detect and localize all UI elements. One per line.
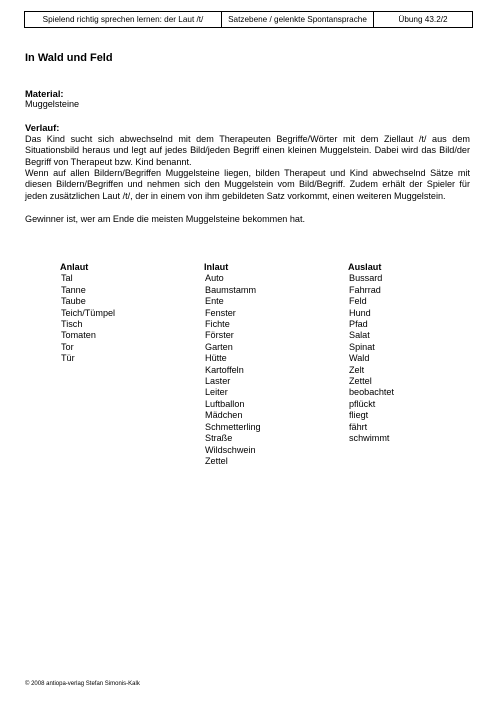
word-list-item: Feld [349,296,367,307]
word-list-item: Zelt [349,364,365,375]
word-list-item: fährt [349,421,368,432]
page-title: In Wald und Feld [25,52,113,64]
header-table [24,11,473,28]
word-list-item: Auto [205,273,224,284]
verlauf-paragraph-2: Wenn auf allen Bildern/Begriffen Muggelsteine liegen, bilden Therapeut und Kind abwechselnd Sätze mit diesen Bildern/Begriffen und nehmen sich den Muggelstein vom Bild/Begriff. Zudem erhält der Spieler für jeden zusätzlichen Laut /t/, der in einem von ihm gebildeten Satz vorkommt, einen weiteren Muggelstein. [25,168,470,201]
verlauf-paragraph-3: Gewinner ist, wer am Ende die meisten Muggelsteine bekommen hat. [25,214,306,224]
word-list-item: Leiter [205,387,228,398]
word-list-item: Straße [205,433,233,444]
word-list-item: Fichte [205,319,230,330]
word-column-inlaut [204,262,261,467]
word-list-item: Zettel [205,455,228,466]
word-list-item: Schmetterling [205,421,261,432]
word-list-item: Ente [205,296,224,307]
word-list-item: Wildschwein [205,444,256,455]
word-list-item: beobachtet [349,387,395,398]
word-list-item: Tisch [61,319,83,330]
column-heading: Inlaut [204,262,229,272]
copyright-footer: © 2008 antiopa-verlag Stefan Simonis-Kalk [25,681,140,687]
word-list-item: Zettel [349,376,372,387]
word-list-item: pflückt [349,398,376,409]
word-list-item: Teich/Tümpel [61,307,116,318]
header-exercise-number: Übung 43.2/2 [374,12,473,28]
word-list-item: Wald [349,353,370,364]
word-list-item: Fenster [205,307,236,318]
material-text: Muggelsteine [25,99,80,109]
word-list-item: Kartoffeln [205,364,244,375]
word-list-item: Hund [349,307,371,318]
verlauf-paragraph-1: Das Kind sucht sich abwechselnd mit dem Therapeuten Begriffe/Wörter mit dem Ziellaut /t/ aus dem Situationsbild heraus und legt auf jedes Bild/jeden Begriff einen kleinen Muggelstein. Dabei wird das Bild/der Begriff von Therapeut bzw. Kind benannt. [25,134,470,167]
word-list-item: Salat [349,330,370,341]
header-book-title: Spielend richtig sprechen lernen: der Laut /t/ [25,12,222,28]
word-list-item: Hütte [205,353,227,364]
word-list-item: Laster [205,376,231,387]
word-column-auslaut [348,262,394,445]
word-list-item: Taube [61,296,86,307]
word-list-item: Bussard [349,273,383,284]
word-list-item: Fahrrad [349,284,381,295]
word-list-item: Tanne [61,284,86,295]
word-list-item: Tor [61,341,74,352]
verlauf-label: Verlauf: [25,122,60,133]
word-list-item: schwimmt [349,433,390,444]
word-list-item: Luftballon [205,398,245,409]
header-level: Satzebene / gelenkte Spontansprache [222,12,374,28]
word-list-item: fliegt [349,410,369,421]
word-list-item: Förster [205,330,234,341]
word-list-item: Garten [205,341,233,352]
word-list-item: Tal [61,273,73,284]
word-list-item: Baumstamm [205,284,257,295]
column-heading: Auslaut [348,262,382,272]
column-heading: Anlaut [60,262,89,272]
word-list-item: Pfad [349,319,368,330]
word-list-item: Tomaten [61,330,96,341]
word-list-item: Mädchen [205,410,243,421]
word-list-item: Spinat [349,341,375,352]
word-column-anlaut [60,262,115,365]
word-list-item: Tür [61,353,75,364]
material-label: Material: [25,88,64,99]
